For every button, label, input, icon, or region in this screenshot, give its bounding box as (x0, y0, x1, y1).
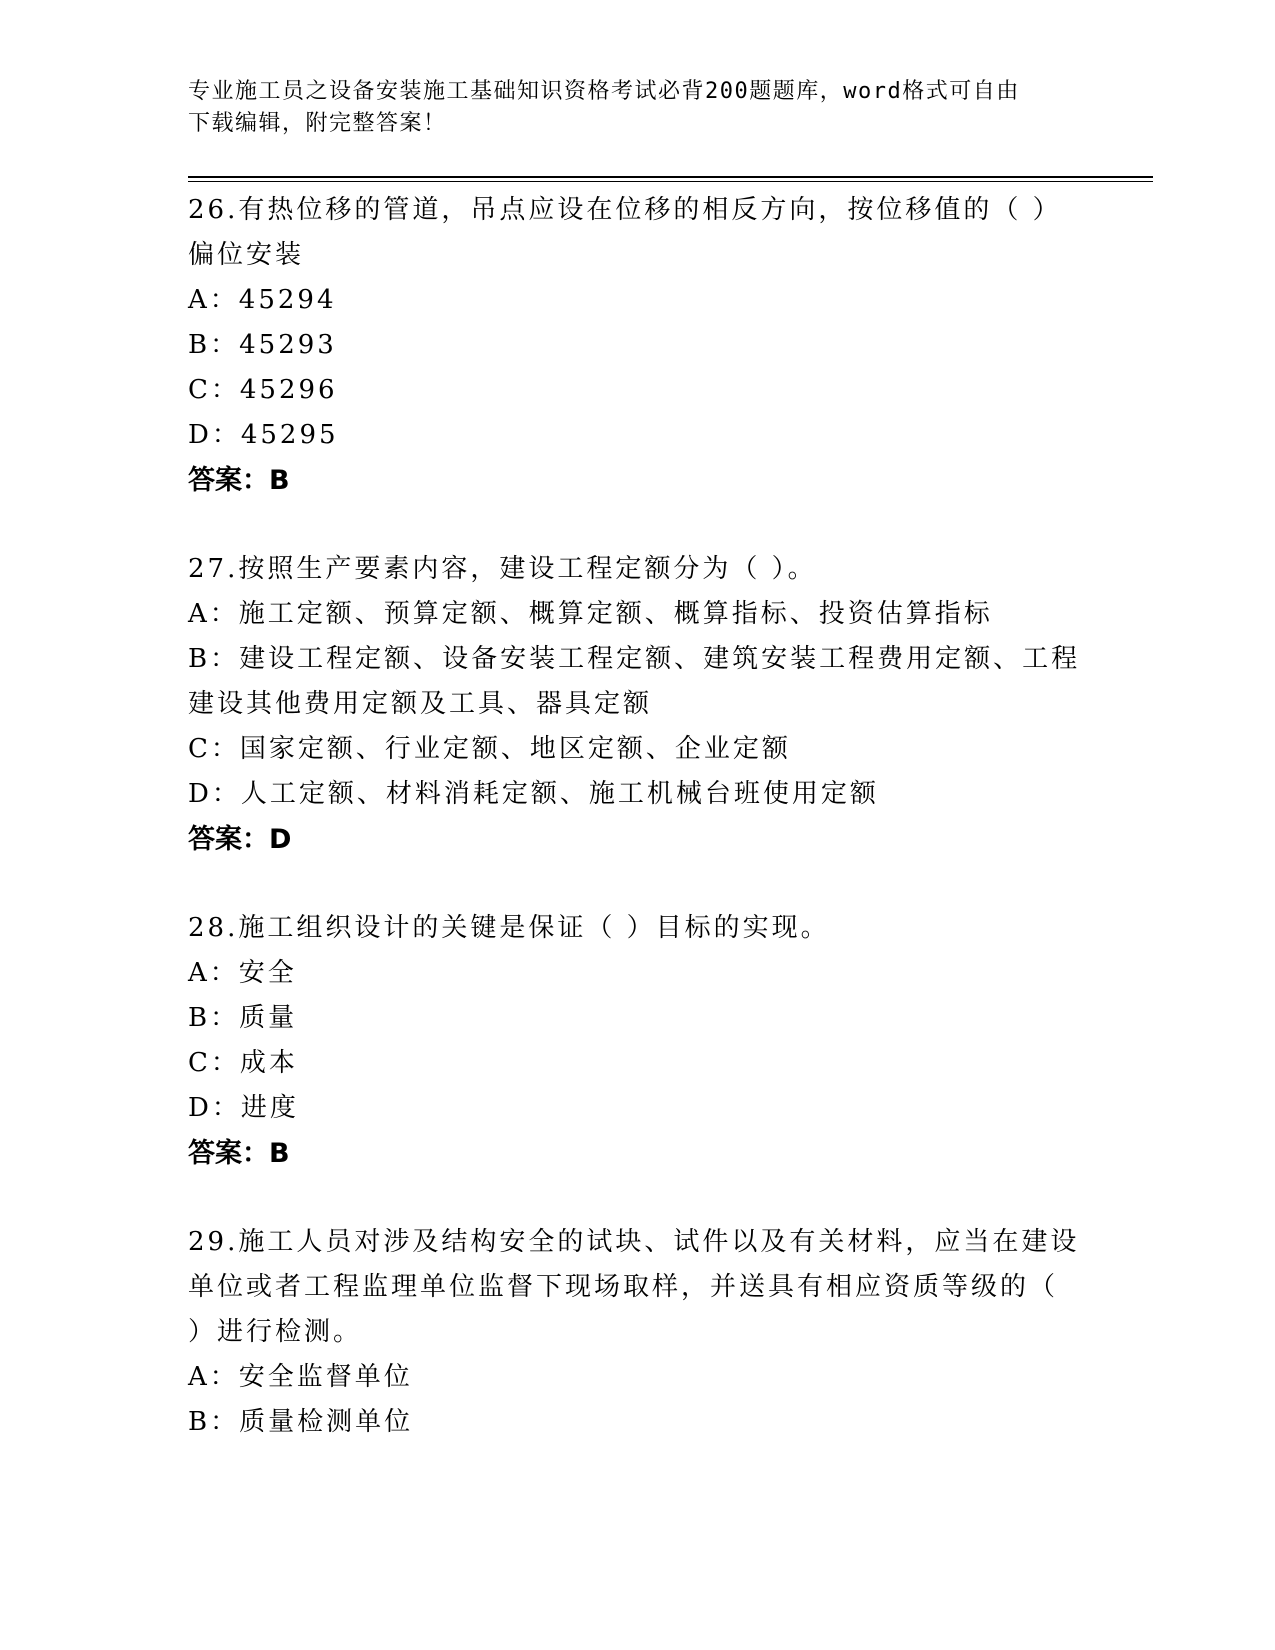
question-27 (188, 547, 1088, 862)
option-c: C：45296 (188, 375, 338, 405)
option-a: A：安全监督单位 (188, 1362, 413, 1392)
option-d: D：45295 (188, 420, 339, 450)
option-c: C：国家定额、行业定额、地区定额、企业定额 (188, 734, 791, 764)
question-29 (188, 1220, 1088, 1445)
option-d: D：人工定额、材料消耗定额、施工机械台班使用定额 (188, 779, 879, 809)
question-stem-line: 28.施工组织设计的关键是保证（ ）目标的实现。 (188, 913, 830, 943)
question-stem-line: 单位或者工程监理单位监督下现场取样，并送具有相应资质等级的（ (188, 1272, 1059, 1302)
document-header (188, 76, 1068, 140)
option-b: B：质量 (188, 1003, 298, 1033)
header-line-1: 专业施工员之设备安装施工基础知识资格考试必背200题题库，word格式可自由 (188, 79, 1020, 104)
option-b: B：45293 (188, 330, 337, 360)
answer-line: 答案：B (188, 465, 290, 496)
question-stem-line: ）进行检测。 (188, 1317, 363, 1347)
question-stem-line: 偏位安装 (188, 240, 305, 270)
question-stem-line: 26.有热位移的管道，吊点应设在位移的相反方向，按位移值的（ ） (188, 195, 1062, 225)
header-divider-thin (188, 181, 1153, 182)
option-b: B：质量检测单位 (188, 1407, 414, 1437)
option-a: A：45294 (188, 285, 337, 315)
option-d: D：进度 (188, 1093, 299, 1123)
answer-line: 答案：B (188, 1138, 290, 1169)
option-a: A：施工定额、预算定额、概算定额、概算指标、投资估算指标 (188, 599, 993, 629)
option-c: C：成本 (188, 1048, 298, 1078)
question-26 (188, 188, 1088, 503)
question-stem-line: 27.按照生产要素内容，建设工程定额分为（ ）。 (188, 554, 817, 584)
question-stem-line: 29.施工人员对涉及结构安全的试块、试件以及有关材料，应当在建设 (188, 1227, 1080, 1257)
option-a: A：安全 (188, 958, 297, 988)
option-b: B：建设工程定额、设备安装工程定额、建筑安装工程费用定额、工程 (188, 644, 1081, 674)
question-28 (188, 906, 1088, 1176)
option-b-continued: 建设其他费用定额及工具、器具定额 (188, 689, 653, 719)
header-divider-thick (188, 176, 1153, 178)
header-line-2: 下载编辑，附完整答案！ (188, 111, 447, 136)
answer-line: 答案：D (188, 824, 292, 855)
